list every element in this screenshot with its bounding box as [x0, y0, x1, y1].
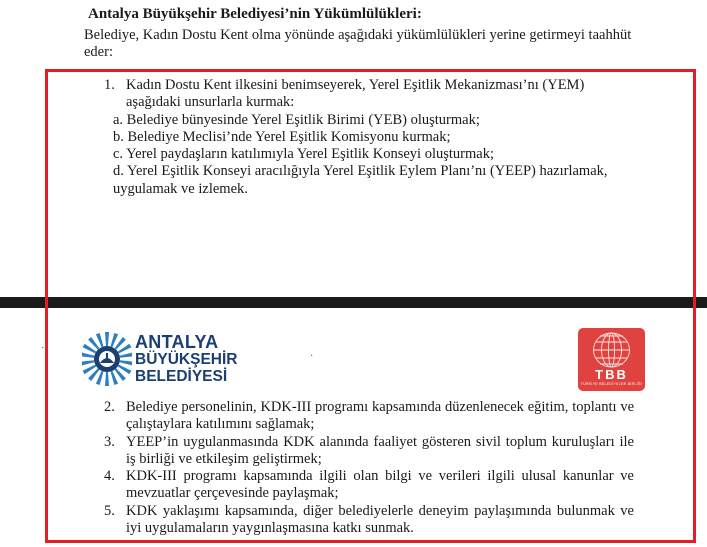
item-number: 3.: [104, 433, 115, 450]
item-text: KDK-III programı kapsamında ilgili olan bilgi ve verileri ilgili ulusal kanunlar ve mevzuatlar çerçevesinde paylaşmak;: [126, 468, 634, 502]
item-number: 2.: [104, 399, 115, 415]
logo-line-3: BELEDİYESİ: [135, 368, 228, 385]
item-text: Belediye personelinin, KDK-III programı kapsamında düzenlenecek eğitim, toplantı ve çalıştaylara katılımını sağlamak;: [126, 399, 634, 433]
scan-mark: ·: [41, 343, 45, 354]
logo-line-2: BÜYÜKŞEHİR: [135, 351, 238, 368]
logo-line-1: ANTALYA: [135, 332, 219, 352]
sub-item-a: a. Belediye bünyesinde Yerel Eşitlik Birimi (YEB) oluşturmak;: [113, 111, 480, 128]
intro-paragraph: Belediye, Kadın Dostu Kent olma yönünde aşağıdaki yükümlülükleri yerine getirmeyi taahhüt eder:: [84, 27, 632, 60]
item-number: 5.: [104, 502, 115, 519]
tbb-logo-subtitle: TÜRKİYE BELEDİYELER BİRLİĞİ: [580, 382, 643, 386]
scan-mark: ·: [310, 351, 314, 362]
item-text: YEEP’in uygulanmasında KDK alanında faaliyet gösteren sivil toplum kuruluşları ile iş birliği ve etkileşim geliştirmek;: [126, 433, 634, 467]
item-number: 1.: [104, 77, 115, 93]
item-number: 4.: [104, 468, 115, 485]
item-text: KDK yaklaşımı kapsamında, diğer belediyelerle deneyim paylaşımında bulunmak ve iyi uygulamaların yaygınlaşmasına katkı sunmak.: [126, 502, 634, 537]
page-heading: Antalya Büyükşehir Belediyesi’nin Yükümlülükleri:: [88, 6, 422, 22]
item-text: Kadın Dostu Kent ilkesini benimseyerek, Yerel Eşitlik Mekanizması’nı (YEM): [126, 77, 585, 93]
tbb-logo-name: TBB: [595, 367, 628, 382]
sub-item-d: d. Yerel Eşitlik Konseyi aracılığıyla Yerel Eşitlik Eylem Planı’nı (YEEP) hazırlamak,: [113, 163, 608, 180]
sub-item-b: b. Belediye Meclisi’nde Yerel Eşitlik Komisyonu kurmak;: [113, 128, 451, 145]
item-text-continued: aşağıdaki unsurlarla kurmak:: [126, 94, 295, 111]
highlight-frame: [45, 69, 696, 543]
sub-item-d-continued: uygulamak ve izlemek.: [113, 180, 248, 197]
sub-item-c: c. Yerel paydaşların katılımıyla Yerel Eşitlik Konseyi oluşturmak;: [113, 146, 494, 163]
